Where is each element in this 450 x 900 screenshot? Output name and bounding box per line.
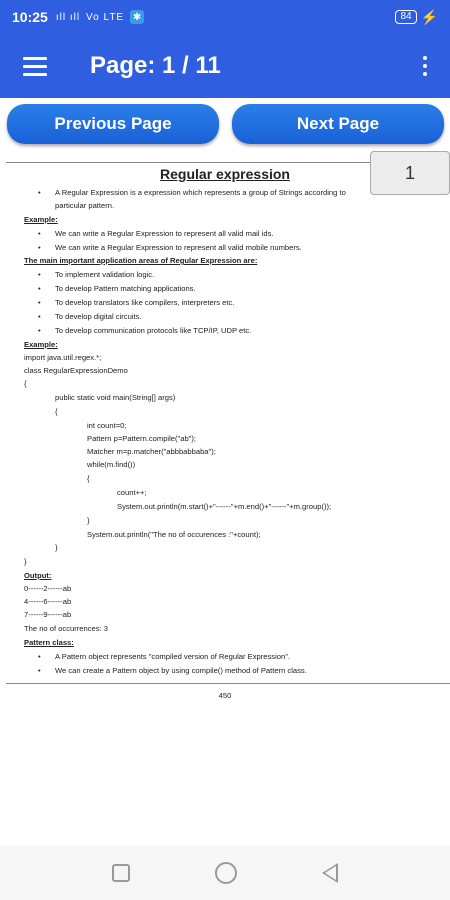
output-line: 4------6------ab [24, 597, 72, 606]
code-line: { [87, 474, 90, 483]
more-options-icon[interactable] [400, 34, 450, 98]
doc-heading: The main important application areas of Regular Expression are: [24, 256, 258, 265]
doc-heading: Pattern class: [24, 638, 74, 647]
page-bottom-rule [6, 683, 450, 684]
bluetooth-icon: ✱ [130, 10, 144, 24]
next-page-button[interactable]: Next Page [232, 104, 444, 144]
code-line: int count=0; [87, 421, 127, 430]
code-line: { [24, 379, 27, 388]
doc-line: • We can write a Regular Expression to represent all valid mobile numbers. [55, 243, 302, 253]
output-line: The no of occurrences: 3 [24, 624, 108, 633]
menu-icon[interactable] [0, 34, 70, 98]
code-line: } [24, 557, 27, 566]
output-line: 0------2------ab [24, 584, 72, 593]
system-navigation-bar [0, 846, 450, 900]
code-line: } [55, 543, 58, 552]
document-page[interactable] [0, 150, 450, 750]
doc-heading: Example: [24, 215, 58, 224]
home-icon[interactable] [215, 862, 237, 884]
code-line: } [87, 516, 90, 525]
document-title: Regular expression [160, 166, 290, 182]
doc-line: • To develop digital circuits. [55, 312, 142, 322]
page-navigation [0, 104, 450, 144]
status-time: 10:25 [12, 9, 48, 25]
doc-line: • To develop communication protocols like TCP/IP, UDP etc. [55, 326, 251, 336]
code-line: Matcher m=p.matcher("abbbabbaba"); [87, 447, 216, 456]
code-line: public static void main(String[] args) [55, 393, 176, 402]
code-line: System.out.println("The no of occurences :"+count); [87, 530, 261, 539]
battery-icon: 84 [395, 10, 416, 24]
doc-line: particular pattern. [55, 201, 115, 210]
status-bar [0, 0, 450, 34]
previous-page-button[interactable]: Previous Page [7, 104, 219, 144]
doc-line: • To implement validation logic. [55, 270, 154, 280]
app-bar [0, 34, 450, 98]
doc-line: • To develop translators like compilers, interpreters etc. [55, 298, 234, 308]
doc-line: • To develop Pattern matching applications. [55, 284, 196, 294]
code-line: while(m.find()) [87, 460, 136, 469]
back-icon[interactable] [322, 863, 338, 883]
doc-line: • We can create a Pattern object by using compile() method of Pattern class. [55, 666, 307, 676]
doc-line: • We can write a Regular Expression to represent all valid mail ids. [55, 229, 274, 239]
doc-heading: Output: [24, 571, 52, 580]
charging-icon: ⚡ [420, 8, 438, 25]
code-line: import java.util.regex.*; [24, 353, 102, 362]
doc-line: • A Pattern object represents "compiled version of Regular Expression". [55, 652, 290, 662]
page-footer-number: 450 [218, 691, 232, 700]
page-title: Page: 1 / 11 [90, 52, 221, 79]
code-line: count++; [117, 488, 147, 497]
output-line: 7------9------ab [24, 610, 72, 619]
network-label: Vo LTE [86, 11, 125, 23]
status-right [395, 9, 438, 26]
doc-heading: Example: [24, 340, 58, 349]
code-line: Pattern p=Pattern.compile("ab"); [87, 434, 197, 443]
code-line: { [55, 407, 58, 416]
code-line: class RegularExpressionDemo [24, 366, 128, 375]
doc-line: • A Regular Expression is a expression which represents a group of Strings according to [55, 188, 346, 198]
page-number-badge[interactable]: 1 [370, 151, 450, 195]
signal-icon: ıll ıll [55, 11, 81, 23]
code-line: System.out.println(m.start()+"------"+m.end()+"------"+m.group()); [117, 502, 332, 511]
recent-apps-icon[interactable] [112, 864, 130, 882]
